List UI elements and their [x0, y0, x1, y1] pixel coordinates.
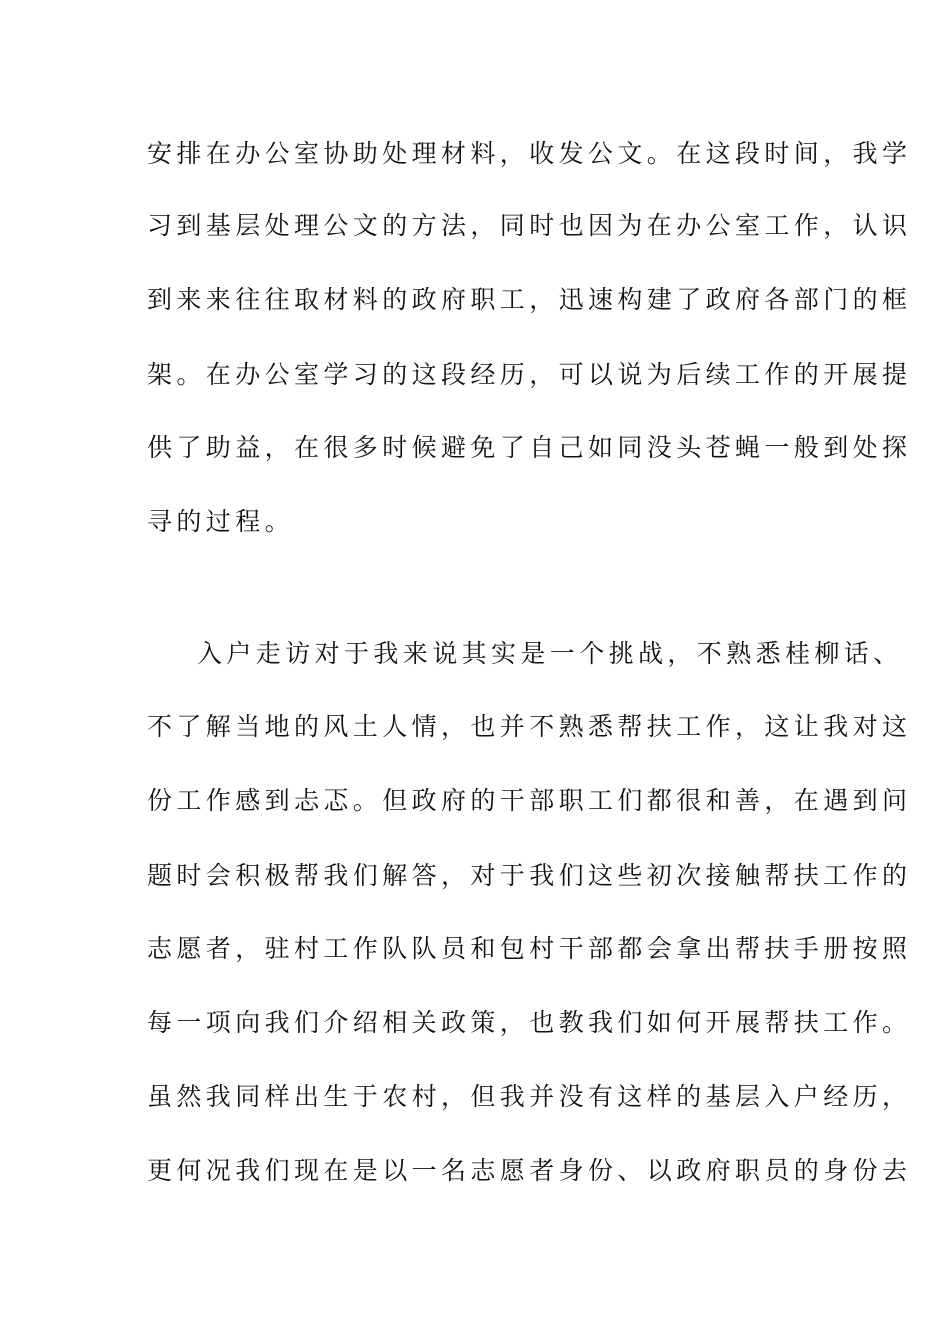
- text-line: 志愿者，驻村工作队队员和包村干部都会拿出帮扶手册按照: [147, 934, 912, 963]
- text-line: 到来来往往取材料的政府职工，迅速构建了政府各部门的框: [147, 285, 912, 314]
- text-line: 更何况我们现在是以一名志愿者身份、以政府职员的身份去: [147, 1156, 912, 1185]
- text-line: 题时会积极帮我们解答，对于我们这些初次接触帮扶工作的: [147, 861, 912, 890]
- text-line: 习到基层处理公文的方法，同时也因为在办公室工作，认识: [147, 211, 912, 240]
- text-line: 寻的过程。: [147, 507, 295, 536]
- text-line: 份工作感到忐忑。但政府的干部职工们都很和善，在遇到问: [147, 786, 912, 815]
- text-line: 安排在办公室协助处理材料，收发公文。在这段时间，我学: [147, 139, 912, 168]
- text-line: 架。在办公室学习的这段经历，可以说为后续工作的开展提: [147, 360, 912, 389]
- text-line: 每一项向我们介绍相关政策，也教我们如何开展帮扶工作。: [147, 1008, 912, 1037]
- text-line: 虽然我同样出生于农村，但我并没有这样的基层入户经历，: [147, 1082, 912, 1111]
- text-line: 不了解当地的风土人情，也并不熟悉帮扶工作，这让我对这: [147, 712, 912, 741]
- text-line: 入户走访对于我来说其实是一个挑战，不熟悉桂柳话、: [197, 639, 903, 668]
- text-line: 供了助益，在很多时候避免了自己如同没头苍蝇一般到处探: [147, 433, 912, 462]
